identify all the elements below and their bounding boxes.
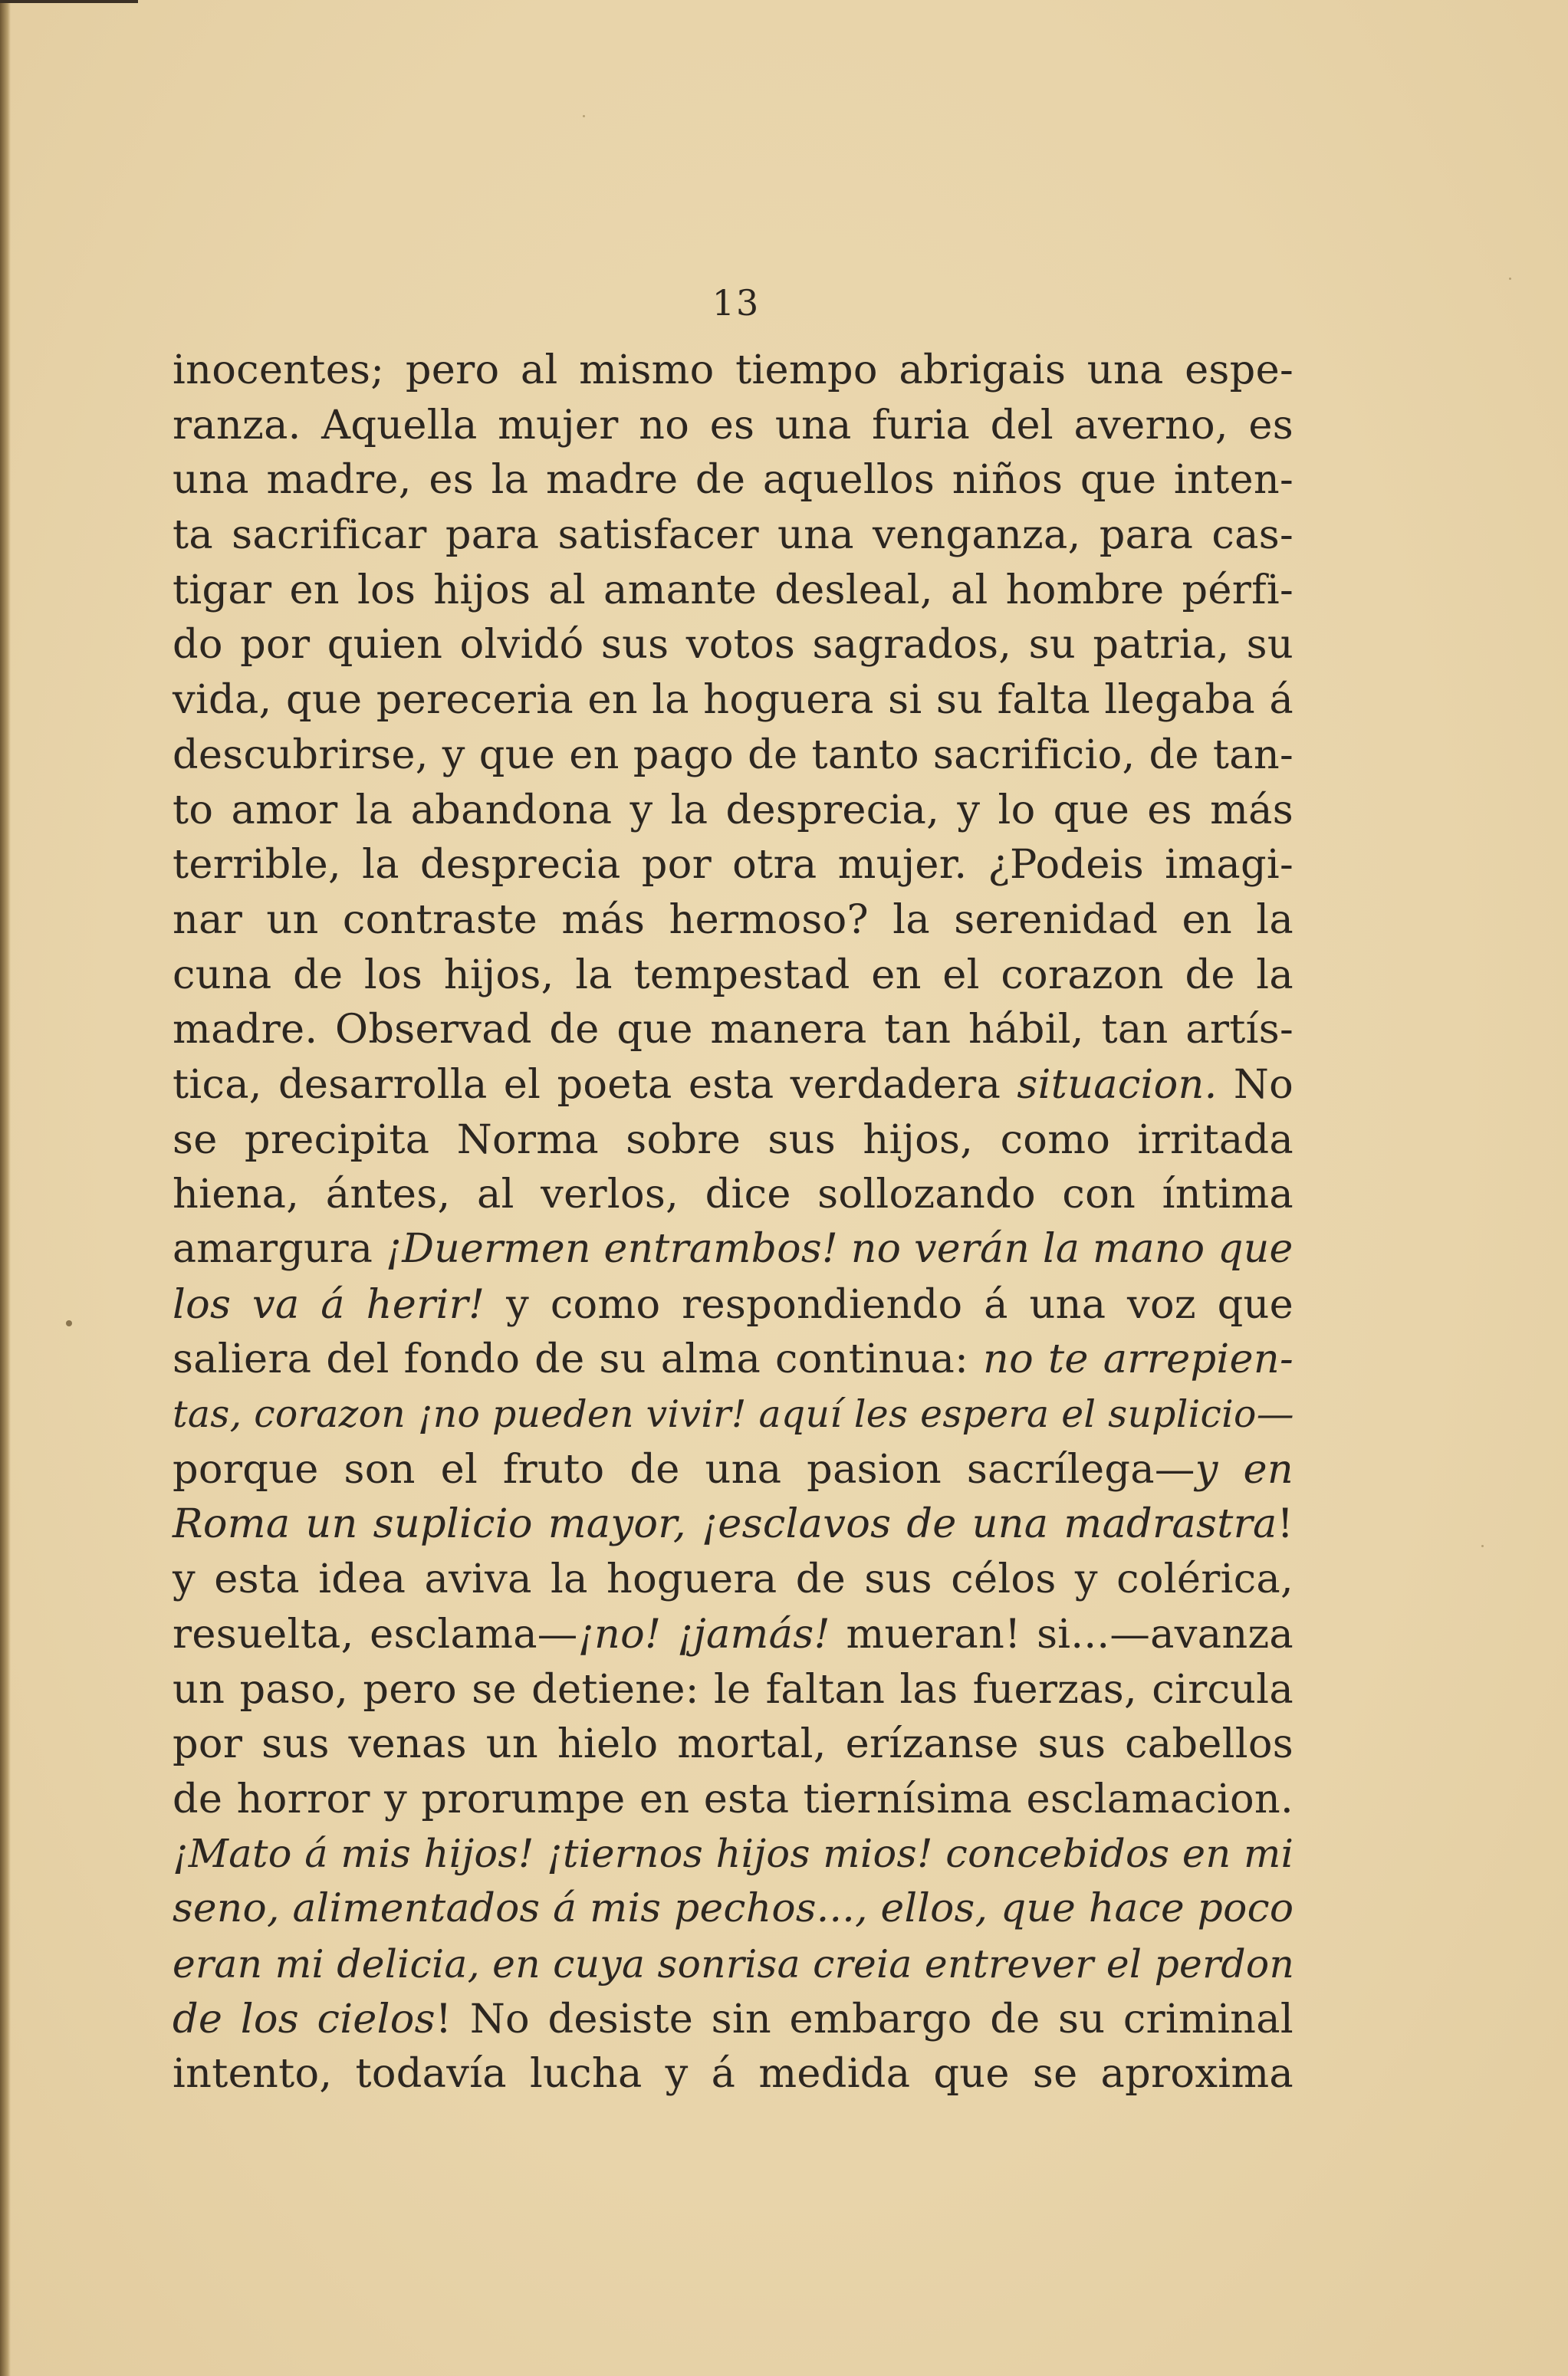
text-line: [173, 1002, 1294, 1057]
text-run: amargura: [173, 1226, 386, 1272]
text-line: [173, 1881, 1294, 1937]
text-line: [173, 452, 1294, 508]
text-line: [173, 1222, 1294, 1277]
text-run: inocentes; pero al mismo tiempo abrigais una espe-: [173, 347, 1294, 393]
text-run: un paso, pero se detiene: le faltan las fuerzas, circula: [173, 1665, 1294, 1713]
text-line: [173, 617, 1294, 672]
italic-run: ¡Mato á mis hijos! ¡tiernos hijos mios! concebidos en mi: [173, 1831, 1294, 1877]
text-line: [173, 783, 1294, 838]
page-number: 13: [712, 282, 761, 324]
text-run: y como respondiendo á una voz que: [485, 1280, 1294, 1328]
text-run: madre. Observad de que manera tan hábil, tan artís-: [173, 1006, 1294, 1053]
text-line: [173, 1442, 1294, 1497]
text-run: nar un contraste más hermoso? la serenidad en la: [173, 896, 1294, 943]
text-run: ranza. Aquella mujer no es una furia del averno, es: [173, 401, 1294, 449]
paper-speck: [1481, 1545, 1484, 1547]
italic-run: de los cielos: [173, 1995, 436, 2042]
italic-run: los va á herir!: [173, 1280, 485, 1328]
text-run: saliera del fondo de su alma continua:: [173, 1336, 984, 1383]
text-line: [173, 563, 1294, 618]
paper-speck: [1509, 278, 1511, 280]
italic-run: situacion.: [1017, 1060, 1218, 1108]
italic-run: no te arrepien-: [983, 1336, 1294, 1383]
text-run: mueran! si...—avanza: [830, 1610, 1294, 1658]
text-line: [173, 892, 1294, 948]
page-gutter: [0, 0, 11, 2376]
italic-run: eran mi delicia, en cuya sonrisa creia entrever el perdon: [173, 1941, 1295, 1987]
text-line: [173, 1662, 1294, 1717]
text-run: to amor la abandona y la desprecia, y lo que es más: [173, 786, 1294, 833]
text-line: [173, 1497, 1294, 1552]
text-run: resuelta, esclama—: [173, 1610, 578, 1658]
text-line: [173, 672, 1294, 728]
text-line: [173, 1552, 1294, 1607]
text-line: [173, 1772, 1294, 1827]
italic-run: ¡Duermen entrambos! no verán la mano que: [386, 1226, 1294, 1272]
paper-speck: [583, 115, 585, 117]
italic-run: tas, corazon ¡no pueden vivir! aquí les espera el suplicio—: [173, 1392, 1294, 1437]
page-edge: [0, 0, 138, 3]
text-run: porque son el fruto de una pasion sacrílega—: [173, 1445, 1195, 1493]
text-line: [173, 343, 1294, 398]
text-line: [173, 398, 1294, 453]
italic-run: y en: [1195, 1445, 1294, 1493]
text-line: [173, 2046, 1294, 2102]
text-line: [173, 508, 1294, 563]
text-line: [173, 948, 1294, 1003]
text-line: [173, 1167, 1294, 1222]
text-line: [173, 1717, 1294, 1772]
text-run: intento, todavía lucha y á medida que se aproxima: [173, 2050, 1294, 2098]
italic-run: ¡no! ¡jamás!: [577, 1610, 830, 1658]
text-run: ! No desiste sin embargo de su criminal: [435, 1995, 1294, 2042]
text-line: [173, 728, 1294, 783]
text-run: descubrirse, y que en pago de tanto sacrificio, de tan-: [173, 731, 1294, 778]
text-line: [173, 1057, 1294, 1112]
text-line: [173, 1332, 1294, 1387]
text-run: tica, desarrolla el poeta esta verdadera: [173, 1060, 1017, 1108]
text-line: [173, 1607, 1294, 1662]
margin-mark: [66, 1320, 72, 1326]
text-line: [173, 837, 1294, 892]
text-run: una madre, es la madre de aquellos niños que inten-: [173, 456, 1294, 504]
text-line: [173, 1112, 1294, 1168]
text-run: !: [1277, 1500, 1294, 1548]
text-line: [173, 1387, 1294, 1442]
text-run: tigar en los hijos al amante desleal, al hombre pérfi-: [173, 566, 1294, 613]
text-run: y esta idea aviva la hoguera de sus célos y colérica,: [173, 1556, 1294, 1603]
text-run: terrible, la desprecia por otra mujer. ¿Podeis imagi-: [173, 841, 1294, 889]
text-run: do por quien olvidó sus votos sagrados, su patria, su: [173, 621, 1294, 669]
italic-run: Roma un suplicio mayor, ¡esclavos de una madrastra: [173, 1500, 1277, 1548]
body-text: [173, 343, 1294, 2102]
text-line: [173, 1992, 1294, 2047]
text-line: [173, 1937, 1294, 1992]
text-run: No: [1217, 1060, 1294, 1108]
text-run: se precipita Norma sobre sus hijos, como irritada: [173, 1116, 1294, 1163]
text-run: cuna de los hijos, la tempestad en el corazon de la: [173, 951, 1294, 998]
text-line: [173, 1277, 1294, 1333]
text-run: por sus venas un hielo mortal, erízanse sus cabellos: [173, 1720, 1294, 1768]
text-line: [173, 1827, 1294, 1882]
italic-run: seno, alimentados á mis pechos..., ellos, que hace poco: [173, 1885, 1294, 1932]
text-run: de horror y prorumpe en esta tiernísima esclamacion.: [173, 1775, 1294, 1822]
text-run: vida, que pereceria en la hoguera si su falta llegaba á: [173, 676, 1294, 724]
text-run: ta sacrificar para satisfacer una venganza, para cas-: [173, 511, 1294, 559]
text-run: hiena, ántes, al verlos, dice sollozando con íntima: [173, 1171, 1294, 1218]
